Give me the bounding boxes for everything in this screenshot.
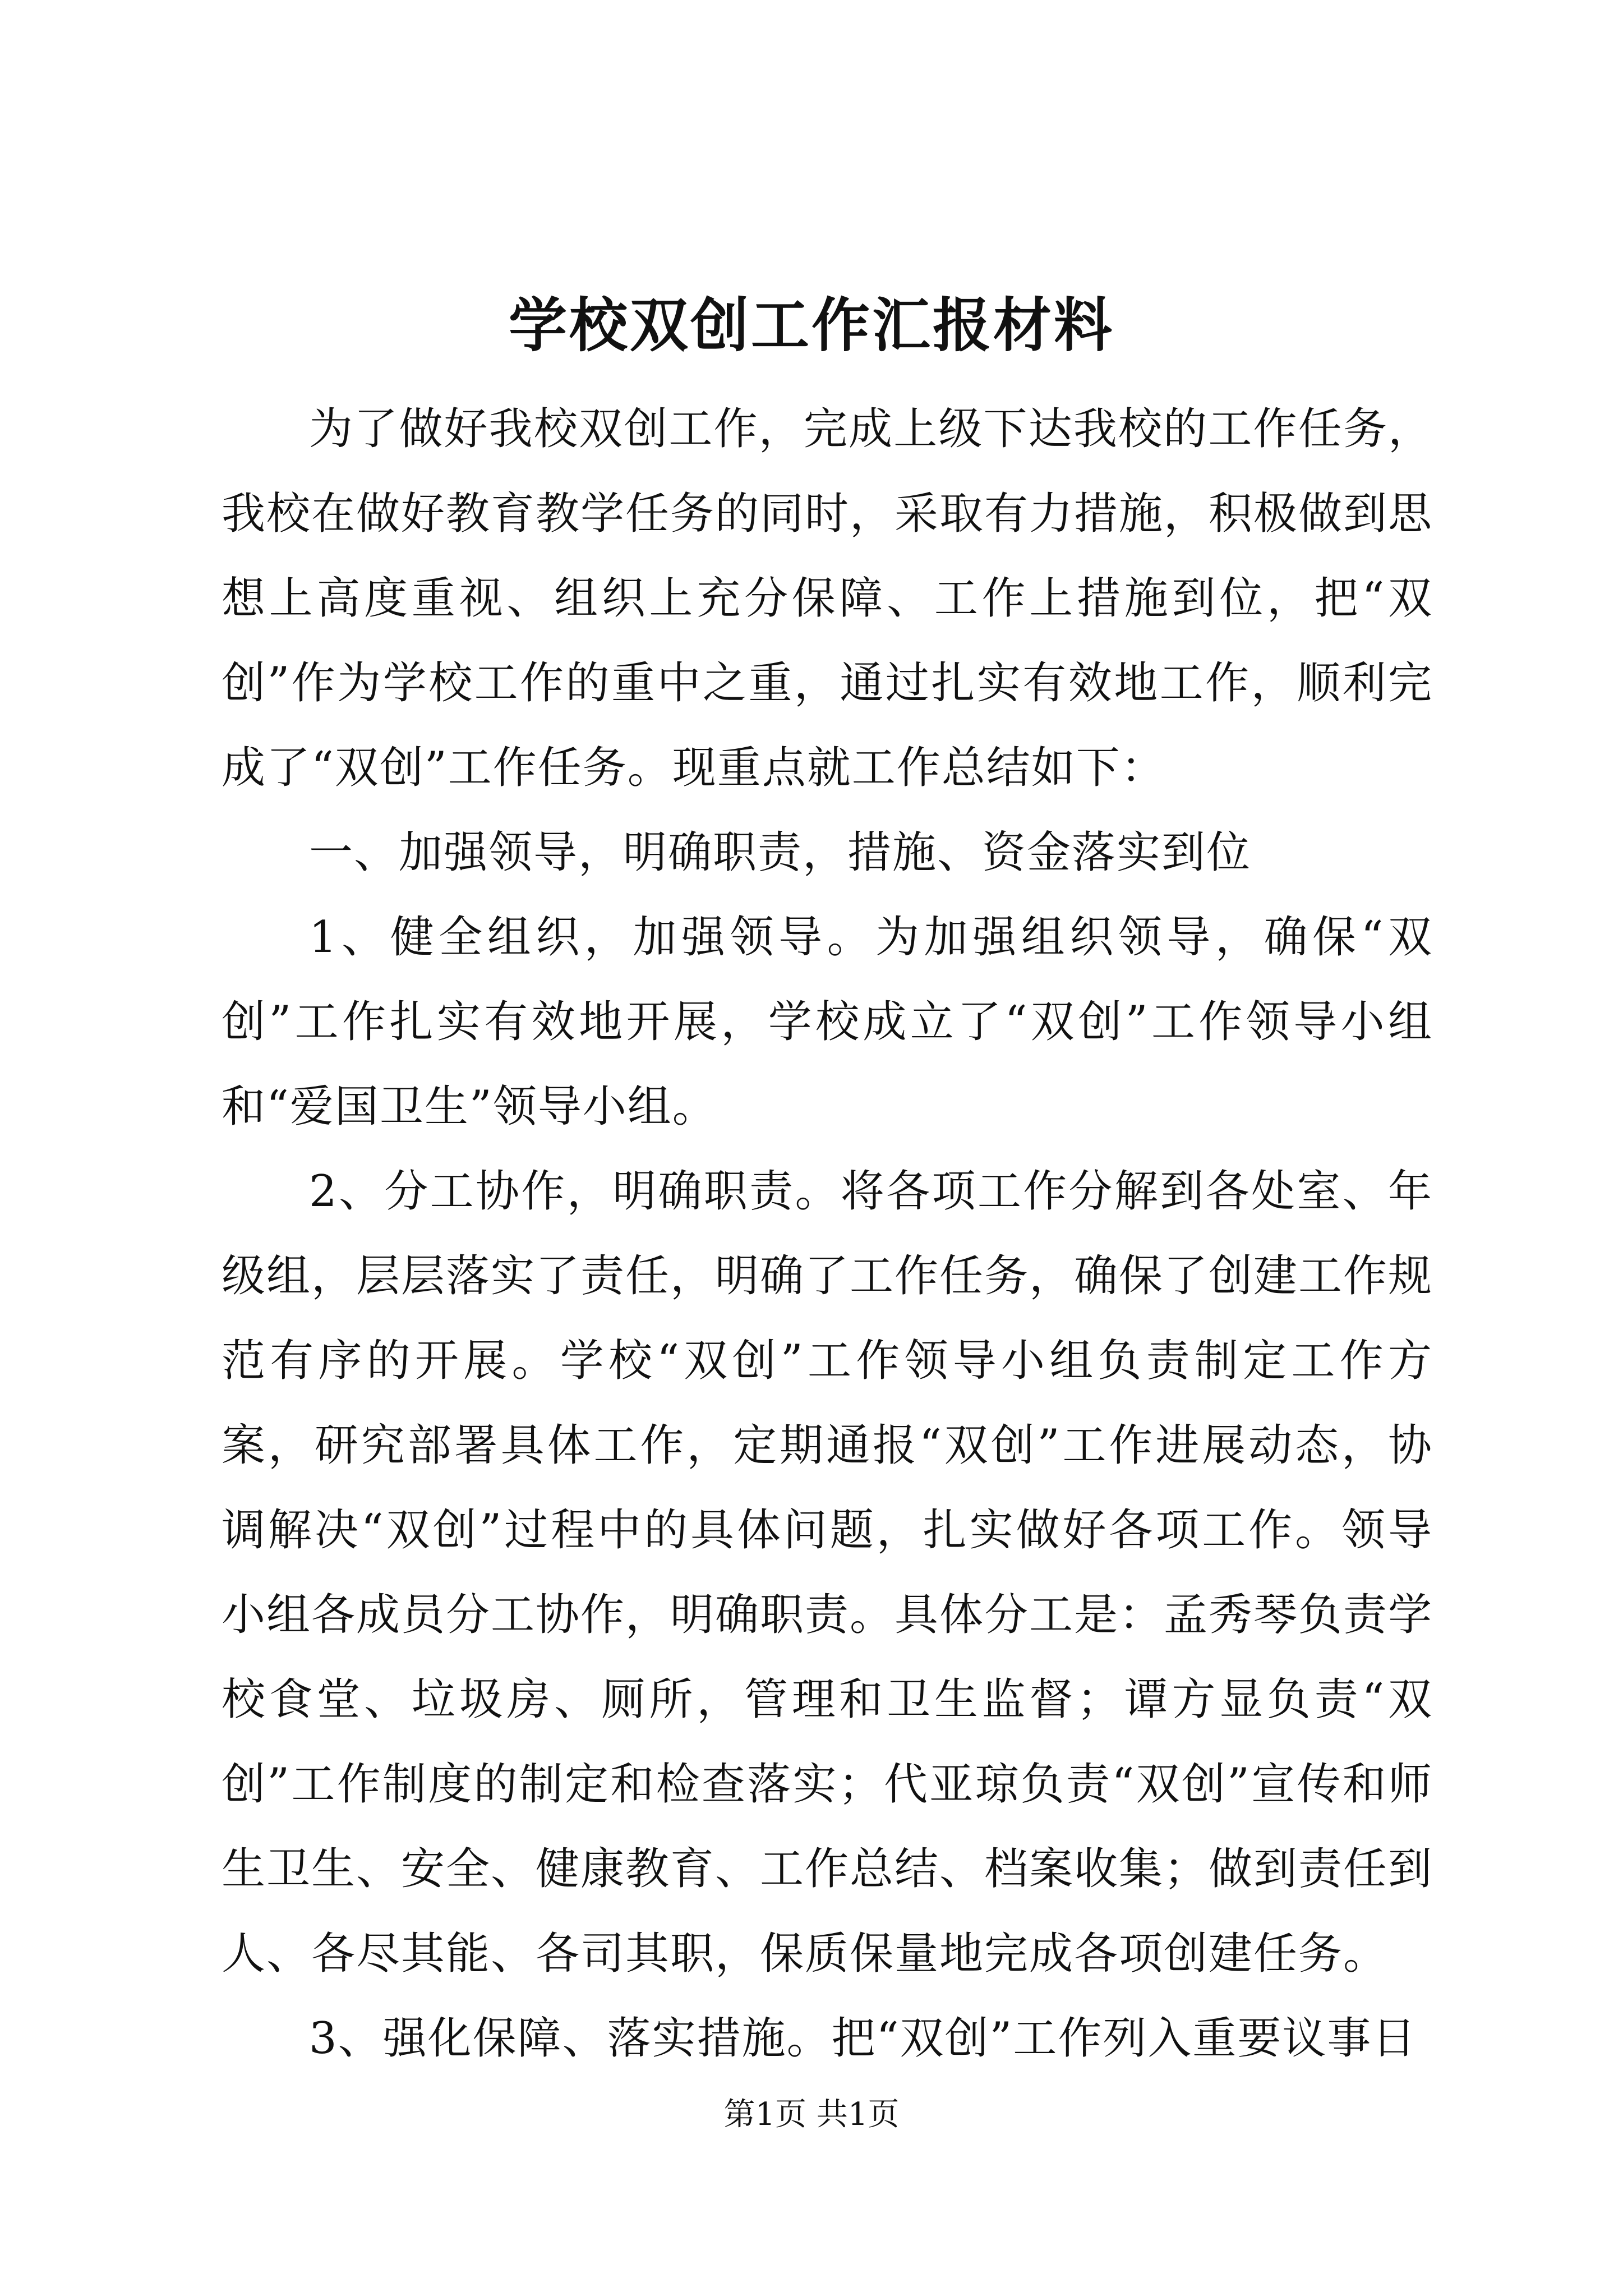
- item-paragraph-3: 3、强化保障、落实措施。把“双创”工作列入重要议事日: [309, 2013, 1417, 2064]
- document-body: [222, 387, 1433, 2081]
- item-paragraph-2: 2、分工协作，明确职责。将各项工作分解到各处室、年级组，层层落实了责任，明确了工作任务，确保了创建工作规范有序的开展。学校“双创”工作领导小组负责制定工作方案，研究部署具体工作，定期通报“双创”工作进展动态，协调解决“双创”过程中的具体问题，扎实做好各项工作。领导小组各成员分工协作，明确职责。具体分工是：孟秀琴负责学校食堂、垃圾房、厕所，管理和卫生监督；谭方显负责“双创”工作制度的制定和检查落实；代亚琼负责“双创”宣传和师生卫生、安全、健康教育、工作总结、档案收集；做到责任到人、各尽其能、各司其职，保质保量地完成各项创建任务。: [222, 1166, 1433, 1979]
- page-footer: 第1页 共1页: [723, 2096, 900, 2133]
- document-title: 学校双创工作汇报材料: [508, 291, 1114, 360]
- item-paragraph-1: 1、健全组织，加强领导。为加强组织领导，确保“双创”工作扎实有效地开展，学校成立了“双创”工作领导小组和“爱国卫生”领导小组。: [222, 912, 1433, 1132]
- intro-paragraph: 为了做好我校双创工作，完成上级下达我校的工作任务，我校在做好教育教学任务的同时，采取有力措施，积极做到思想上高度重视、组织上充分保障、工作上措施到位，把“双创”作为学校工作的重中之重，通过扎实有效地工作，顺利完成了“双创”工作任务。现重点就工作总结如下：: [222, 404, 1433, 793]
- section-heading-1: 一、加强领导，明确职责，措施、资金落实到位: [309, 827, 1252, 878]
